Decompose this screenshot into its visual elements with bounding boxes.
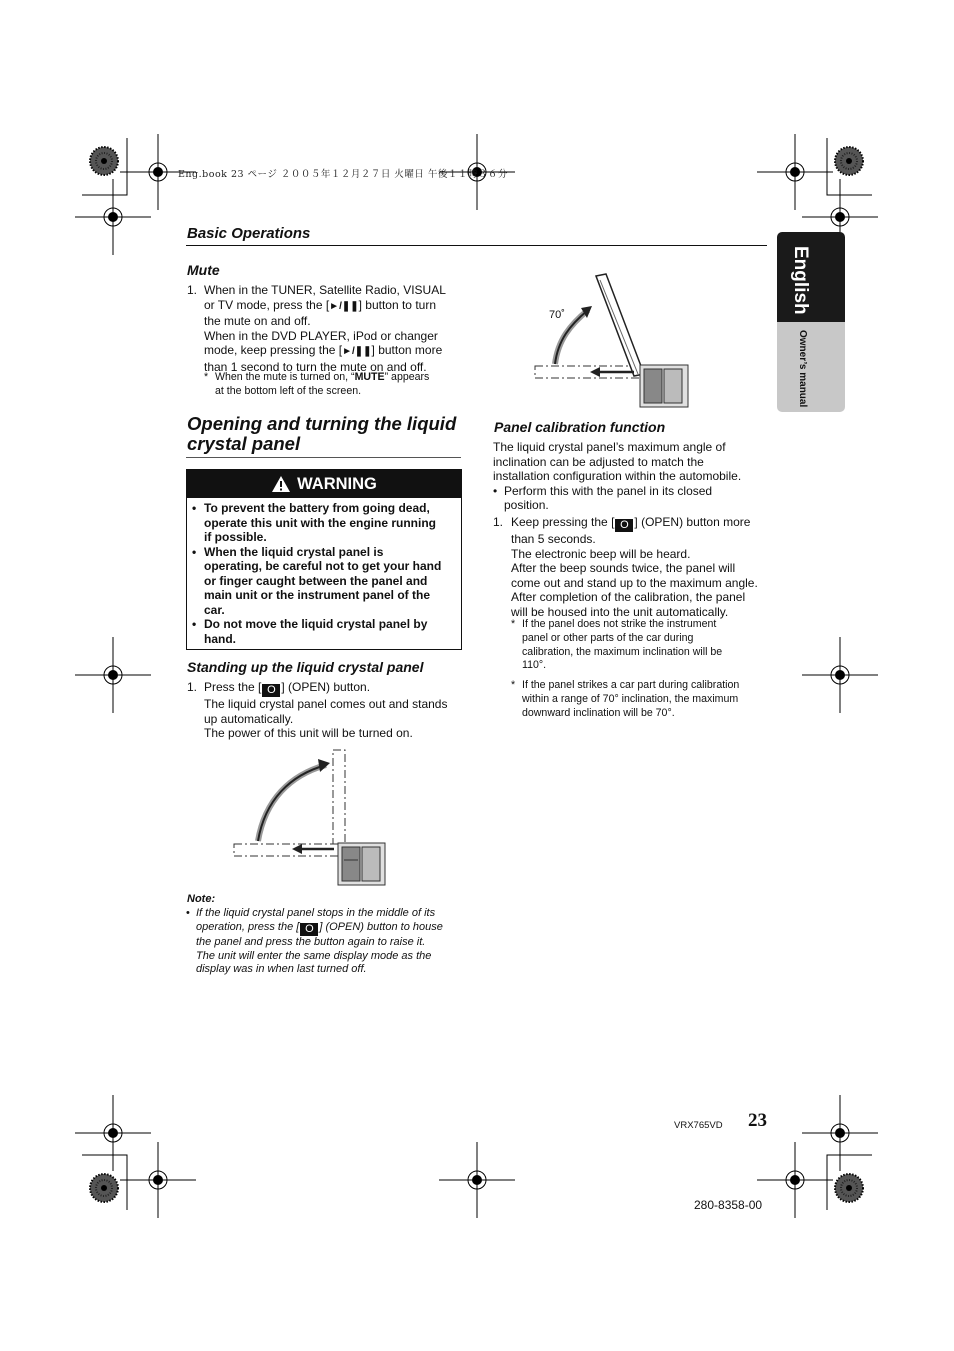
warning-item: • When the liquid crystal panel is operating, be careful not to get your hand or finger caught between the panel and main unit or the instrument panel of the car. — [192, 544, 442, 617]
sunburst-mark — [835, 147, 863, 175]
section-title: Basic Operations — [187, 225, 311, 242]
reg-mark — [75, 179, 151, 255]
open-button-icon: O — [262, 684, 280, 697]
sunburst-mark — [90, 147, 118, 175]
open-button-icon: O — [615, 519, 633, 532]
calibration-step: 1. Keep pressing the [ O ] (OPEN) button more than 5 seconds. The electronic beep will be heard. After the beep sounds twice, the panel will come out and stand up to the maximum angle. After completion of the calibration, the panel will be housed into the unit automatically. — [493, 515, 758, 619]
calibration-heading: Panel calibration function — [494, 419, 666, 435]
reg-mark — [439, 1142, 515, 1218]
note-title: Note: — [187, 893, 216, 905]
opening-heading: Opening and turning the liquid crystal panel — [187, 413, 457, 454]
calibration-note-2: * If the panel strikes a car part during calibration within a range of 70° inclination, the maximum downward inclination will be 70°. — [511, 679, 740, 719]
warning-item: • Do not move the liquid crystal panel by hand. — [192, 617, 428, 646]
tab-language-label: English — [790, 246, 811, 315]
note-body: • If the liquid crystal panel stops in the middle of its operation, press the [ O ] (OPEN) button to house the panel and press the button again to raise it. The unit will enter the same display mode as the display was in when last turned off. — [186, 907, 443, 976]
section-divider — [186, 245, 767, 246]
page-number: 23 — [748, 1110, 767, 1131]
calibration-bullet: • Perform this with the panel in its closed position. — [493, 483, 713, 512]
calibration-note-1: * If the panel does not strike the instrument panel or other parts of the car during calibration, the maximum inclination will be 110°. — [511, 618, 723, 672]
warning-box — [186, 469, 462, 650]
reg-mark — [75, 1095, 151, 1171]
sunburst-mark — [835, 1174, 863, 1202]
sunburst-mark — [90, 1174, 118, 1202]
print-header: Eng.book 23 ページ ２００５年１２月２７日 火曜日 午後１１時３６分 — [178, 169, 508, 180]
play-pause-icon: ►/❚❚ — [342, 346, 372, 357]
reg-mark — [757, 134, 833, 210]
reg-mark — [120, 1142, 196, 1218]
part-number: 280-8358-00 — [694, 1198, 763, 1212]
panel-standing-figure — [230, 745, 395, 890]
warning-banner: WARNING — [187, 470, 461, 498]
mute-step: 1. When in the TUNER, Satellite Radio, VISUAL or TV mode, press the [►/❚❚] button to turn the mute on and off. When in the DVD PLAYER, iPod or changer mode, keep pressing the [►/❚❚] button more than 1 second to turn the mute on and off. — [187, 283, 446, 374]
reg-mark — [757, 1142, 833, 1218]
language-tab — [777, 232, 845, 412]
warning-item: • To prevent the battery from going dead, operate this unit with the engine running if possible. — [192, 501, 436, 544]
reg-mark — [802, 637, 878, 713]
model-number: VRX765VD — [674, 1120, 723, 1131]
reg-mark — [802, 1095, 878, 1171]
play-pause-icon: ►/❚❚ — [329, 300, 359, 312]
reg-mark — [75, 637, 151, 713]
warning-list — [192, 501, 454, 646]
heading-divider — [186, 457, 461, 458]
tab-manual-label: Owner’s manual — [797, 330, 808, 408]
mute-heading: Mute — [187, 262, 220, 278]
angle-label: 70˚ — [549, 309, 565, 321]
open-button-icon: O — [300, 923, 318, 936]
warning-triangle-icon — [271, 475, 291, 493]
calibration-intro: The liquid crystal panel’s maximum angle of inclination can be adjusted to match the installation configuration within the automobile. • Perform this with the panel in its closed position. — [493, 440, 773, 513]
standing-step: 1. Press the [ O ] (OPEN) button. The liquid crystal panel comes out and stands up automatically. The power of this unit will be turned on. — [187, 680, 448, 740]
mute-note: * When the mute is turned on, “MUTE” appears at the bottom left of the screen. — [204, 371, 430, 397]
standing-heading: Standing up the liquid crystal panel — [187, 659, 424, 675]
panel-calibration-figure — [530, 270, 695, 415]
